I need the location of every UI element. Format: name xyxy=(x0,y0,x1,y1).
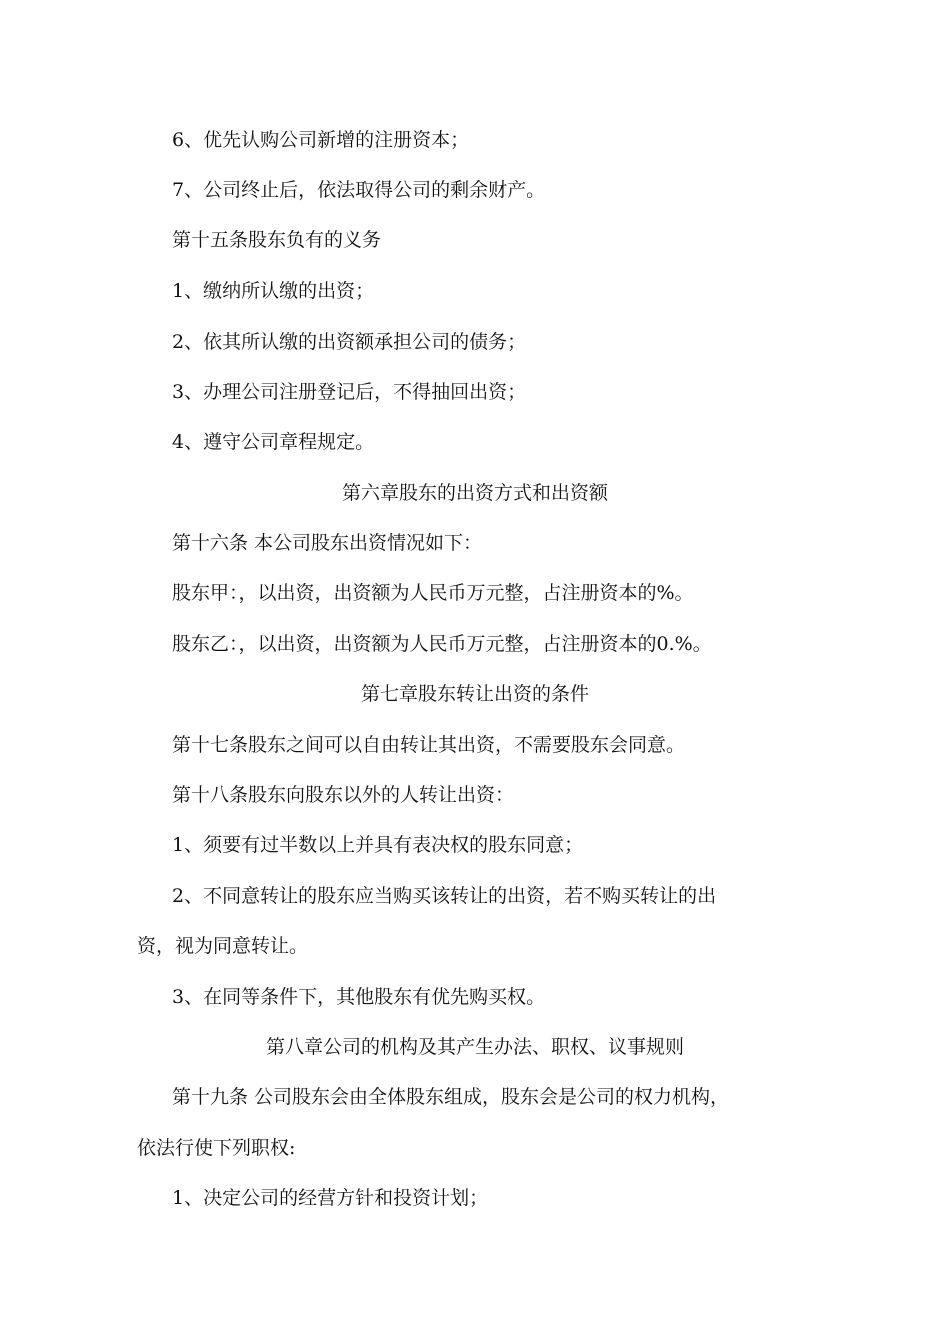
list-item: 3、办理公司注册登记后，不得抽回出资； xyxy=(172,381,527,403)
paragraph: 第十七条股东之间可以自由转让其出资，不需要股东会同意。 xyxy=(172,734,686,756)
list-item: 2、依其所认缴的出资额承担公司的债务； xyxy=(172,331,527,353)
list-item: 1、须要有过半数以上并具有表决权的股东同意； xyxy=(172,834,584,856)
article-heading: 第十八条股东向股东以外的人转让出资： xyxy=(172,784,515,806)
article-heading: 第十九条 公司股东会由全体股东组成，股东会是公司的权力机构， xyxy=(172,1086,730,1108)
list-item: 3、在同等条件下，其他股东有优先购买权。 xyxy=(172,986,546,1008)
list-item: 4、遵守公司章程规定。 xyxy=(172,431,375,453)
list-item-continuation: 资，视为同意转让。 xyxy=(137,935,309,957)
chapter-heading: 第六章股东的出资方式和出资额 xyxy=(341,482,608,504)
chapter-heading: 第七章股东转让出资的条件 xyxy=(360,683,589,705)
article-heading: 第十六条 本公司股东出资情况如下： xyxy=(172,532,483,554)
paragraph-continuation: 依法行使下列职权: xyxy=(137,1137,296,1159)
list-item: 2、不同意转让的股东应当购买该转让的出资，若不购买转让的出 xyxy=(172,885,717,907)
chapter-heading: 第八章公司的机构及其产生办法、职权、议事规则 xyxy=(265,1036,684,1058)
paragraph: 股东甲：，以出资，出资额为人民币万元整，占注册资本的%。 xyxy=(172,582,694,604)
list-item: 1、缴纳所认缴的出资； xyxy=(172,280,375,302)
list-item: 7、公司终止后，依法取得公司的剩余财产。 xyxy=(172,179,546,201)
list-item: 6、优先认购公司新增的注册资本； xyxy=(172,129,470,151)
list-item: 1、决定公司的经营方针和投资计划； xyxy=(172,1187,489,1209)
article-heading: 第十五条股东负有的义务 xyxy=(172,229,382,251)
paragraph: 股东乙：，以出资，出资额为人民币万元整，占注册资本的0.%。 xyxy=(172,633,712,655)
